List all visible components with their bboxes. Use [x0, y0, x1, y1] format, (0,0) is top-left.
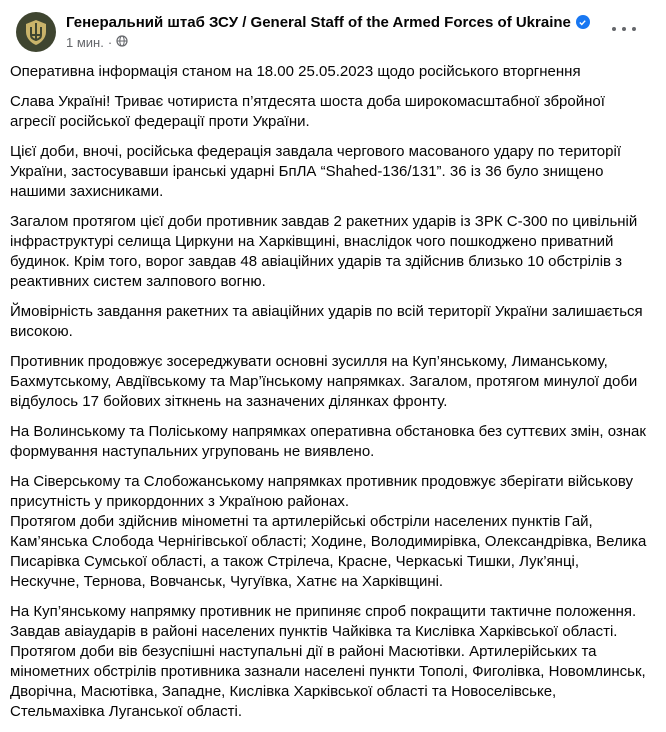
post-timestamp[interactable]: 1 мин. — [66, 35, 104, 50]
post-paragraph: Ймовірність завдання ракетних та авіаційних ударів по всій території України залишається високою. — [10, 303, 643, 340]
name-row — [66, 12, 590, 32]
menu-dot — [622, 27, 626, 31]
separator: · — [107, 35, 113, 50]
trident-shield-icon — [23, 18, 49, 46]
post-header — [8, 0, 654, 58]
post-subline — [66, 35, 590, 50]
post-paragraph: Оперативна інформація станом на 18.00 25.05.2023 щодо російського вторгнення — [10, 63, 581, 80]
post-paragraph: На Волинському та Поліському напрямках оперативна обстановка без суттєвих змін, ознак формування наступальних угруповань не виявлено. — [10, 423, 646, 460]
menu-dot — [612, 27, 616, 31]
post-paragraph: Протягом доби здійснив мінометні та артилерійські обстріли населених пунктів Гай, Кам’янська Слобода Чернігівської області; Ходине, Володимирівка, Олександрівка, Велика Писарівка Сумської області, а також Стрілеча, Красне, Черкаські Тишки, Лук’янці, Нескучне, Тернова, Вовчанськ, Чугуївка, Хатнє на Харківщині. — [10, 513, 647, 590]
post-paragraph: На Куп’янському напрямку противник не припиняє спроб покращити тактичне положення. Завдав авіаударів в районі населених пунктів Чайківка та Кислівка Харківської області. Протягом доби вів безуспішні наступальні дії в районі Масютівки. Артилерійських та мінометних обстрілів противника зазнали населені пункти Тополі, Фиголівка, Новомлинськ, Дворічна, Масютівка, Западне, Кислівка Харківської області та Новоселівське, Стельмахівка Луганської області. — [10, 603, 646, 720]
post-paragraph: Противник продовжує зосереджувати основні зусилля на Куп’янському, Лиманському, Бахмутському, Авдіївському та Мар’їнському напрямках. Загалом, протягом минулої доби відбулось 17 бойових зіткнень на зазначених ділянках фронту. — [10, 353, 638, 410]
globe-icon[interactable] — [116, 35, 128, 50]
post-paragraph: Загалом протягом цієї доби противник завдав 2 ракетних ударів із ЗРК С-300 по цивільній інфраструктурі селища Циркуни на Харківщині, внаслідок чого пошкоджено приватний будинок. Крім того, ворог завдав 48 авіаційних ударів та здійснив близько 10 обстрілів з реактивних систем залпового вогню. — [10, 213, 638, 290]
post-body — [10, 62, 650, 732]
post-paragraph: На Сіверському та Слобожанському напрямках противник продовжує зберігати військову присутність у прикордонних з Україною районах. — [10, 473, 633, 510]
more-options-icon[interactable] — [612, 22, 636, 36]
post-paragraph: Цієї доби, вночі, російська федерація завдала чергового масованого удару по території України, застосувавши іранські ударні БпЛА “Shahed-136/131”. 36 із 36 було знищено нашими захисниками. — [10, 143, 621, 200]
post-meta — [66, 12, 590, 50]
post-paragraph: Слава Україні! Триває чотириста п’ятдесята шоста доба широкомасштабної збройної агресії російської федерації проти України. — [10, 93, 605, 130]
page-name[interactable]: Генеральний штаб ЗСУ / General Staff of the Armed Forces of Ukraine — [66, 13, 571, 31]
menu-dot — [632, 27, 636, 31]
verified-check-icon — [576, 15, 590, 29]
avatar[interactable] — [16, 12, 56, 52]
